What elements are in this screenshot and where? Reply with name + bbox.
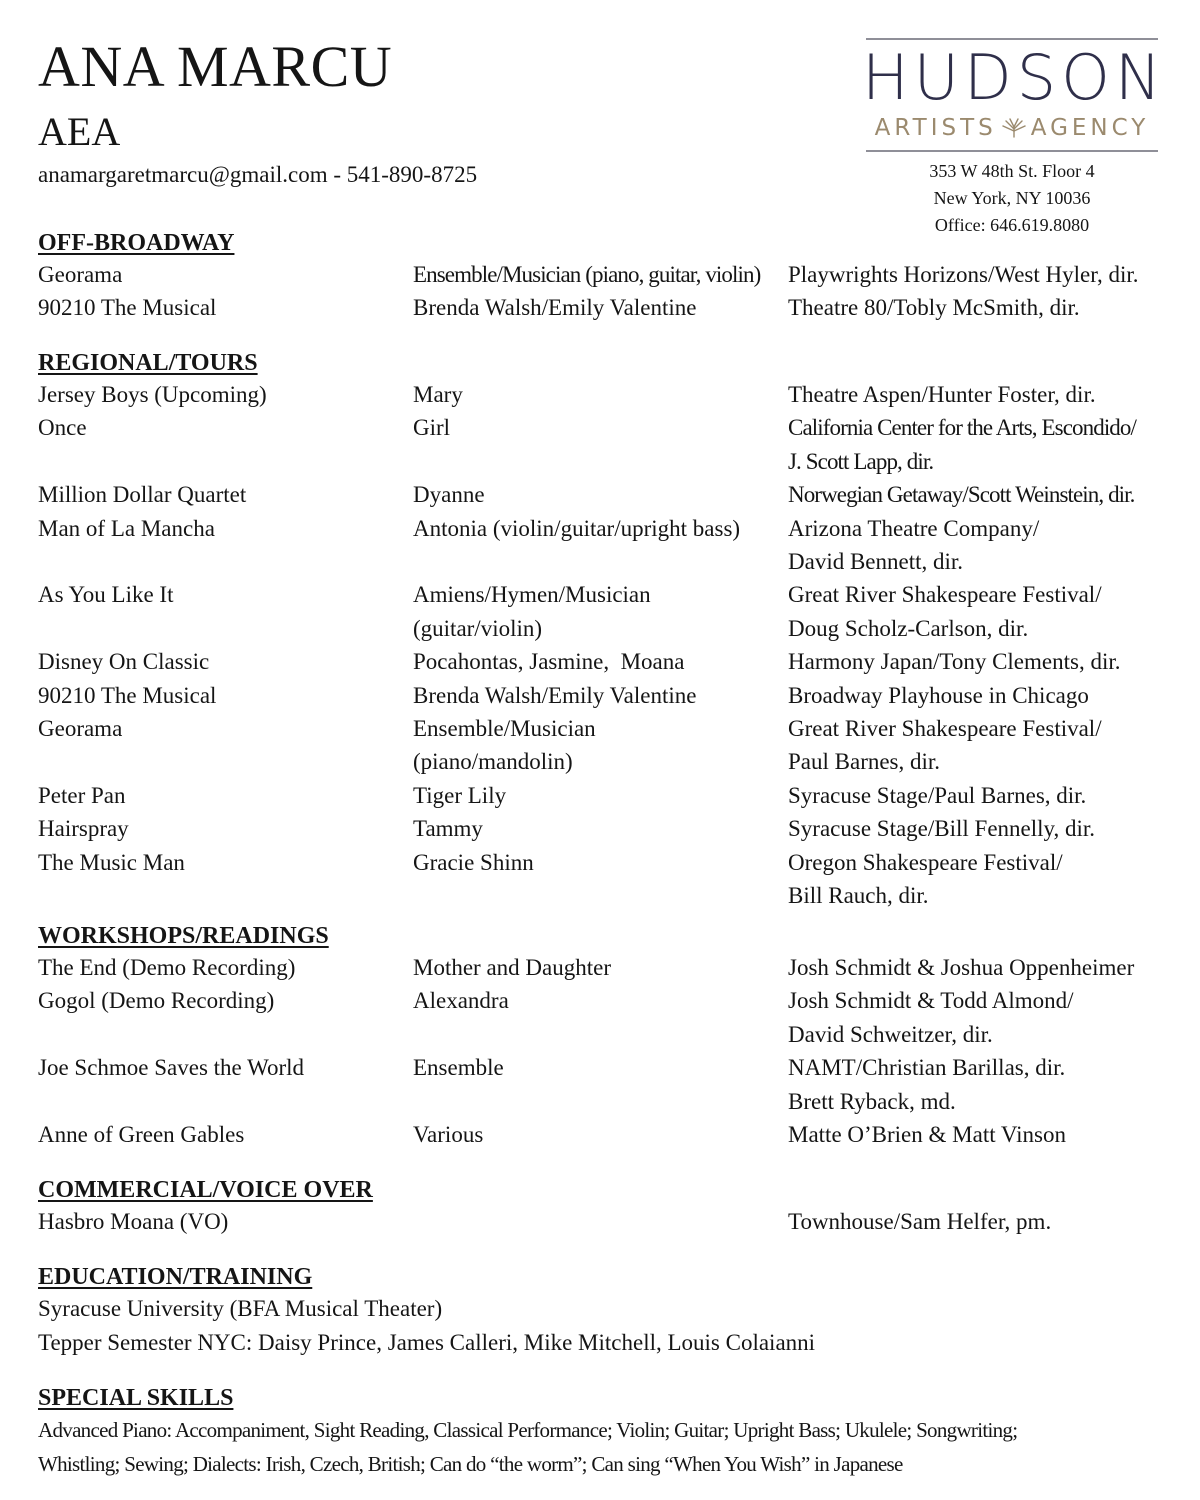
agency-address: [862, 158, 1162, 239]
credit-role: Gracie Shinn: [413, 849, 534, 875]
credit-company: Josh Schmidt & Todd Almond/ David Schweitzer, dir.: [788, 988, 1074, 1047]
section-heading: OFF-BROADWAY: [38, 230, 235, 256]
tree-icon: [1001, 118, 1027, 138]
credit-role: Brenda Walsh/Emily Valentine: [413, 682, 697, 708]
credit-company: Harmony Japan/Tony Clements, dir.: [788, 649, 1121, 675]
logo-top-rule: [866, 38, 1158, 40]
credit-role: Mary: [413, 382, 463, 407]
union-affiliation: AEA: [38, 109, 121, 154]
credit-show: Gogol (Demo Recording): [38, 988, 275, 1014]
logo-bottom-rule: [866, 150, 1158, 152]
credit-show: Man of La Mancha: [38, 515, 215, 541]
credit-show: Joe Schmoe Saves the World: [38, 1055, 305, 1081]
credit-row: [38, 378, 1178, 411]
credit-show: Hairspray: [38, 816, 129, 842]
credit-row: [38, 1205, 1178, 1238]
credit-row: [38, 258, 1178, 291]
section-education-training: [38, 1262, 1178, 1360]
agency-logo-subtitle: [862, 114, 1162, 142]
agency-logo-sub-left: ARTISTS: [874, 115, 997, 141]
credit-role: Tammy: [413, 816, 483, 842]
credit-show: Georama: [38, 716, 123, 742]
agency-office-phone: Office: 646.619.8080: [934, 215, 1090, 235]
credit-company: Theatre 80/Tobly McSmith, dir.: [788, 295, 1080, 321]
credit-role: Mother and Daughter: [413, 955, 611, 980]
section-heading: SPECIAL SKILLS: [38, 1385, 234, 1411]
credit-show: The End (Demo Recording): [38, 955, 296, 980]
section-heading: EDUCATION/TRAINING: [38, 1264, 313, 1290]
actor-name: ANA MARCU: [38, 34, 393, 99]
credit-row: [38, 846, 1178, 913]
credit-show: Georama: [38, 262, 123, 287]
agency-logo-sub-right: AGENCY: [1030, 115, 1150, 141]
credit-row: [38, 512, 1178, 579]
skills-line: Advanced Piano: Accompaniment, Sight Reading, Classical Performance; Violin; Guitar; Upright Bass; Ukulele; Songwriting;: [38, 1418, 1018, 1442]
credit-company: Great River Shakespeare Festival/ Doug Scholz-Carlson, dir.: [788, 582, 1102, 641]
credit-role: Antonia (violin/guitar/upright bass): [413, 515, 741, 541]
credit-row: [38, 578, 1178, 645]
credit-show: 90210 The Musical: [38, 295, 217, 321]
credit-row: [38, 478, 1178, 511]
credit-company: Arizona Theatre Company/ David Bennett, dir.: [788, 515, 1040, 575]
credit-role: Alexandra: [413, 988, 509, 1014]
credit-show: Disney On Classic: [38, 649, 210, 675]
section-off-broadway: [38, 228, 1178, 325]
credit-company: Playwrights Horizons/West Hyler, dir.: [788, 262, 1139, 287]
credit-role: Dyanne: [413, 482, 485, 508]
credit-role: Pocahontas, Jasmine, Moana: [413, 649, 685, 675]
credit-row: [38, 779, 1178, 812]
credit-show: Peter Pan: [38, 782, 126, 808]
credit-show: Once: [38, 415, 87, 441]
skills-line: Whistling; Sewing; Dialects: Irish, Czech, British; Can do “the worm”; Can sing “When You Wish” in Japanese: [38, 1452, 903, 1476]
credit-row: [38, 1051, 1178, 1118]
credit-company: Syracuse Stage/Bill Fennelly, dir.: [788, 816, 1096, 842]
credit-row: [38, 1118, 1178, 1151]
credit-role: Ensemble/Musician (piano/mandolin): [413, 716, 596, 775]
credit-role: Various: [413, 1122, 484, 1148]
education-line: Syracuse University (BFA Musical Theater): [38, 1296, 443, 1321]
credit-company: Oregon Shakespeare Festival/ Bill Rauch, dir.: [788, 849, 1063, 909]
credit-row: [38, 951, 1178, 984]
credit-company: Matte O’Brien & Matt Vinson: [788, 1122, 1066, 1148]
credit-role: Ensemble: [413, 1055, 504, 1081]
section-workshops-readings: [38, 921, 1178, 1151]
credit-company: Norwegian Getaway/Scott Weinstein, dir.: [788, 482, 1135, 508]
contact-info: anamargaretmarcu@gmail.com - 541-890-8725: [38, 162, 478, 187]
credit-show: Hasbro Moana (VO): [38, 1209, 229, 1234]
section-heading: WORKSHOPS/READINGS: [38, 923, 329, 949]
credit-role: Girl: [413, 415, 451, 441]
credit-company: Great River Shakespeare Festival/ Paul Barnes, dir.: [788, 716, 1102, 775]
credit-row: [38, 712, 1178, 779]
credit-company: Broadway Playhouse in Chicago: [788, 682, 1089, 708]
section-heading: COMMERCIAL/VOICE OVER: [38, 1177, 373, 1203]
credit-row: [38, 411, 1178, 478]
credit-role: Tiger Lily: [413, 782, 507, 808]
agency-logo-word: HUDSON: [862, 41, 1167, 114]
section-commercial-voice-over: [38, 1175, 1178, 1238]
section-heading: REGIONAL/TOURS: [38, 350, 258, 376]
credit-row: [38, 812, 1178, 845]
credit-company: California Center for the Arts, Escondido/ J. Scott Lapp, dir.: [788, 415, 1137, 474]
agency-address-line1: 353 W 48th St. Floor 4: [929, 161, 1095, 181]
credit-row: [38, 984, 1178, 1051]
section-regional-tours: [38, 348, 1178, 913]
credit-role: Ensemble/Musician (piano, guitar, violin): [413, 262, 761, 287]
credit-show: As You Like It: [38, 582, 174, 608]
credit-show: The Music Man: [38, 849, 185, 875]
credit-company: Townhouse/Sam Helfer, pm.: [788, 1209, 1052, 1234]
agency-block: [862, 38, 1167, 239]
credit-role: Amiens/Hymen/Musician (guitar/violin): [413, 582, 651, 641]
credit-show: Million Dollar Quartet: [38, 482, 247, 508]
credit-row: [38, 291, 1178, 324]
credit-role: [413, 1205, 788, 1238]
credit-company: Theatre Aspen/Hunter Foster, dir.: [788, 382, 1096, 407]
credit-row: [38, 645, 1178, 678]
credit-company: Syracuse Stage/Paul Barnes, dir.: [788, 782, 1087, 808]
credit-show: Jersey Boys (Upcoming): [38, 382, 267, 407]
credit-role: Brenda Walsh/Emily Valentine: [413, 295, 697, 321]
agency-address-line2: New York, NY 10036: [933, 188, 1091, 208]
credit-company: Josh Schmidt & Joshua Oppenheimer: [788, 955, 1135, 980]
credit-row: [38, 679, 1178, 712]
credit-show: Anne of Green Gables: [38, 1122, 245, 1148]
credit-company: NAMT/Christian Barillas, dir. Brett Ryback, md.: [788, 1055, 1066, 1114]
credit-show: 90210 The Musical: [38, 682, 217, 708]
education-line: Tepper Semester NYC: Daisy Prince, James Calleri, Mike Mitchell, Louis Colaianni: [38, 1330, 816, 1355]
section-special-skills: [38, 1383, 1178, 1481]
